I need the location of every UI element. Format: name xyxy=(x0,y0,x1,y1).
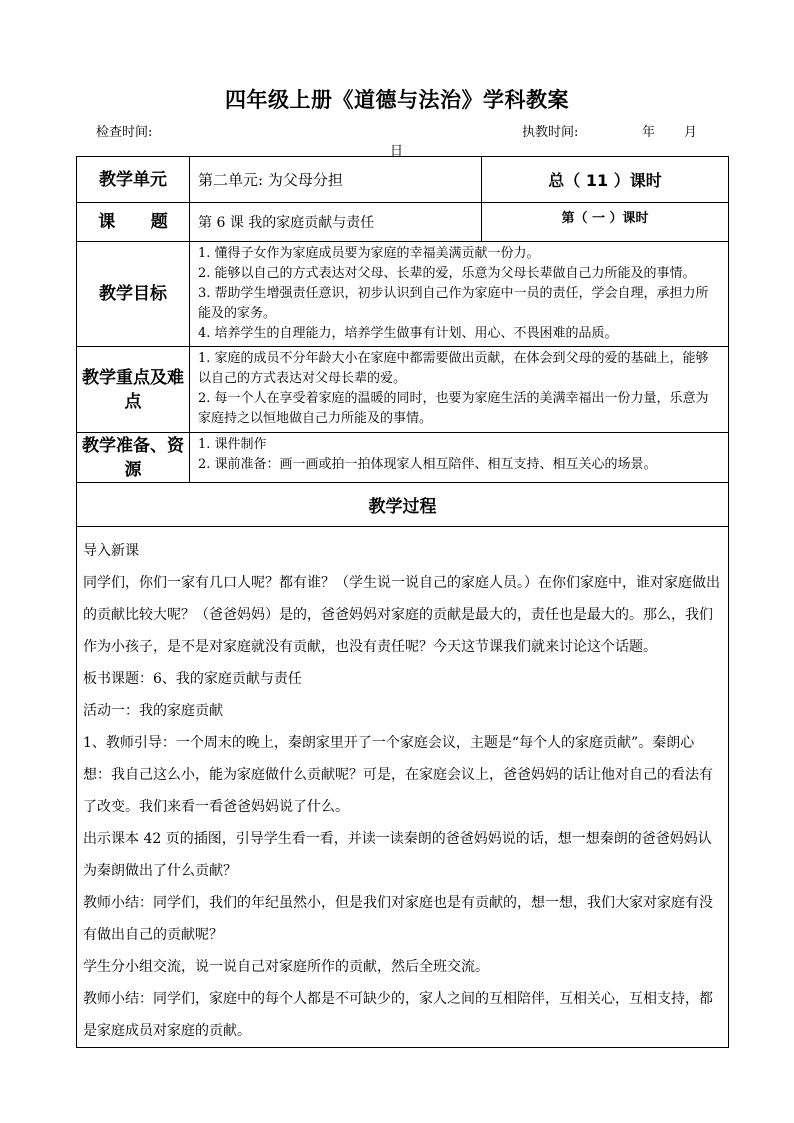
process-paragraph: 导入新课 xyxy=(83,543,139,559)
process-paragraph: 同学们，你们一家有几口人呢？都有谁？（学生说一说自己的家庭人员。）在你们家庭中，谁对家庭做出的贡献比较大呢？（爸爸妈妈）是的，爸爸妈妈对家庭的贡献是最大的，责任也是最大的。那么，我们作为小孩子，是不是对家庭就没有贡献，也没有责任呢？今天这节课我们就来讨论这个话题。 xyxy=(83,575,720,655)
lesson-value: 第 6 课 我的家庭贡献与责任 xyxy=(190,203,482,242)
prep-item: 2. 课前准备：画一画或拍一拍体现家人相互陪伴、相互支持、相互关心的场景。 xyxy=(198,457,657,472)
lesson-row xyxy=(77,203,729,242)
key-points-content xyxy=(190,347,729,433)
key-point-item: 1. 家庭的成员不分年龄大小在家庭中都需要做出贡献，在体会到父母的爱的基础上，能够以自己的方式表达对父母长辈的爱。 xyxy=(198,351,709,386)
lesson-plan-table xyxy=(76,156,729,1048)
period-label: 第（ 一 ）课时 xyxy=(482,203,729,242)
goal-item: 4. 培养学生的自理能力，培养学生做事有计划、用心、不畏困难的品质。 xyxy=(198,326,618,341)
key-points-row xyxy=(77,347,729,433)
process-paragraph: 出示课本 42 页的插图，引导学生看一看，并读一读秦朗的爸爸妈妈说的话，想一想秦朗的爸爸妈妈认为秦朗做出了什么贡献？ xyxy=(83,831,712,879)
prep-row xyxy=(77,433,729,483)
process-paragraph: 板书课题：6、我的家庭贡献与责任 xyxy=(83,671,302,687)
prep-label: 教学准备、资源 xyxy=(77,433,190,483)
month-label: 月 xyxy=(684,125,698,140)
goal-item: 2. 能够以自己的方式表达对父母、长辈的爱，乐意为父母长辈做自己力所能及的事情。 xyxy=(198,266,696,281)
prep-content xyxy=(190,433,729,483)
process-header-row xyxy=(77,483,729,527)
process-paragraph: 学生分小组交流，说一说自己对家庭所作的贡献，然后全班交流。 xyxy=(83,959,489,975)
year-label: 年 xyxy=(642,125,656,140)
day-label: 日 xyxy=(390,144,404,159)
key-point-item: 2. 每一个人在享受着家庭的温暖的同时，也要为家庭生活的美满幸福出一份力量，乐意为家庭持之以恒地做自己力所能及的事情。 xyxy=(198,391,709,426)
unit-row xyxy=(77,157,729,203)
process-paragraph: 教师小结：同学们，家庭中的每个人都是不可缺少的，家人之间的互相陪伴，互相关心，互相支持，都是家庭成员对家庭的贡献。 xyxy=(83,991,713,1039)
total-periods: 总（ 11 ）课时 xyxy=(482,157,729,203)
check-time-label: 检查时间: xyxy=(96,125,153,140)
prep-item: 1. 课件制作 xyxy=(198,437,267,452)
goals-label: 教学目标 xyxy=(77,242,190,347)
goal-item: 1. 懂得子女作为家庭成员要为家庭的幸福美满贡献一份力。 xyxy=(198,246,540,261)
process-paragraph: 活动一：我的家庭贡献 xyxy=(83,703,223,719)
page-title: 四年级上册《道德与法治》学科教案 xyxy=(225,88,569,112)
process-paragraph: 教师小结：同学们，我们的年纪虽然小，但是我们对家庭也是有贡献的，想一想，我们大家对家庭有没有做出自己的贡献呢？ xyxy=(83,895,713,943)
process-row xyxy=(77,527,729,1048)
unit-value: 第二单元: 为父母分担 xyxy=(190,157,482,203)
goals-row xyxy=(77,242,729,347)
process-label: 教学过程 xyxy=(77,483,729,527)
process-content xyxy=(77,527,729,1048)
teach-time-label: 执教时间: xyxy=(522,125,579,140)
unit-label: 教学单元 xyxy=(77,157,190,203)
goal-item: 3. 帮助学生增强责任意识，初步认识到自己作为家庭中一员的责任，学会自理，承担力所能及的家务。 xyxy=(198,286,709,321)
goals-content xyxy=(190,242,729,347)
lesson-label: 课 题 xyxy=(77,203,190,242)
key-points-label: 教学重点及难点 xyxy=(77,347,190,433)
process-paragraph: 1、教师引导：一个周末的晚上，秦朗家里开了一个家庭会议，主题是“每个人的家庭贡献”。秦朗心想：我自己这么小，能为家庭做什么贡献呢？可是，在家庭会议上，爸爸妈妈的话让他对自己的看法有了改变。我们来看一看爸爸妈妈说了什么。 xyxy=(83,735,713,815)
